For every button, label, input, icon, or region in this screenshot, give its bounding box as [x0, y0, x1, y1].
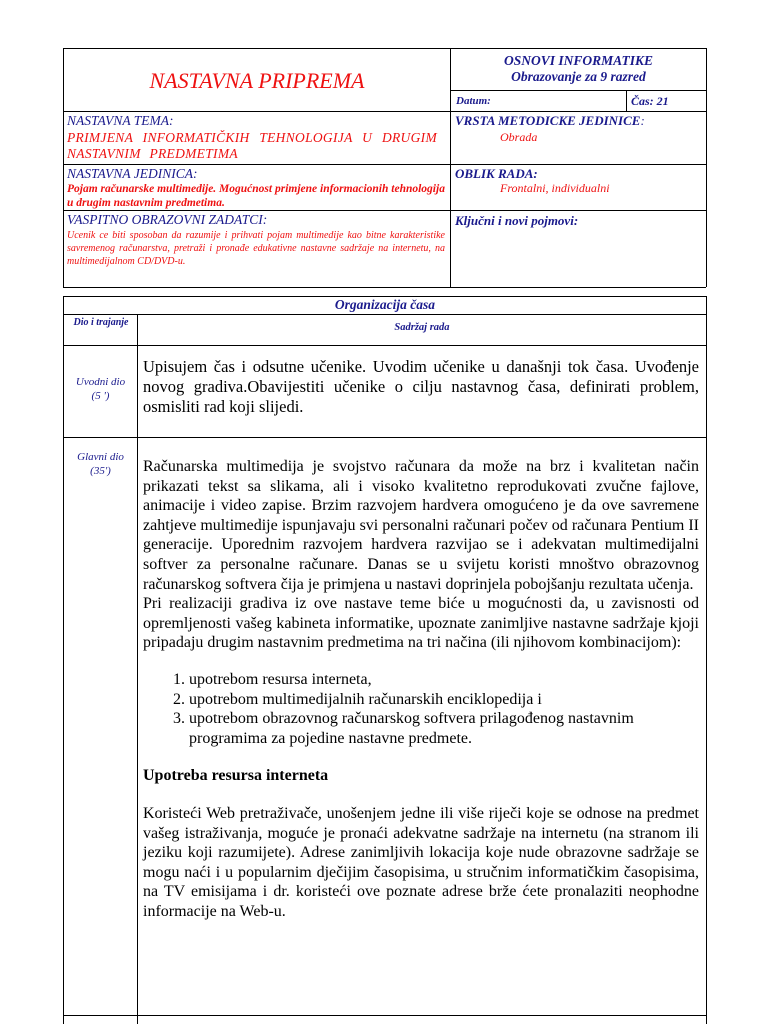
subject-name: OSNOVI INFORMATIKE — [504, 53, 653, 68]
main-paragraph-2: Pri realizaciji gradiva iz ove nastave teme biće u mogućnosti da, u zavisnosti od opremljenosti vašeg kabineta informatike, upoznate zanimljive nastavne sadržaje kjoji pripadaju drugim nastavnim predmetima na tri načina (ili njihovom kombinacijom): — [143, 595, 699, 652]
unit-text: Pojam računarske multimedije. Mogućnost primjene informacionih tehnologija u drugim nastavnim predmetima. — [67, 183, 445, 209]
list-item: 1. upotrebom resursa interneta, — [189, 670, 699, 690]
work-form-value: Frontalni, individualni — [500, 181, 610, 195]
unit-type-value: Obrada — [500, 130, 538, 144]
method-list — [143, 670, 699, 748]
work-content-header: Sadržaj rada — [394, 322, 450, 333]
list-item: 3. upotrebom obrazovnog računarskog softvera prilagođenog nastavnim programima za pojedine nastavne predmete. — [189, 709, 699, 748]
grade-label: Obrazovanje za 9 razred — [511, 69, 646, 84]
goals-label: VASPITNO OBRAZOVNI ZADATCI: — [67, 212, 268, 227]
main-content — [143, 457, 699, 921]
intro-content: Upisujem čas i odsutne učenike. Uvodim učenike u današnji tok časa. Uvođenje novog gradiva.Obavijestiti učenike o cilju nastavnog časa, definirati problem, osmisliti rad koji slijedi. — [143, 357, 699, 416]
topic-label: NASTAVNA TEMA: — [67, 113, 174, 128]
intro-part-label: Uvodni dio — [75, 376, 126, 388]
topic-text: PRIMJENA INFORMATIČKIH TEHNOLOGIJA U DRUGIM NASTAVNIM PREDMETIMA — [67, 130, 437, 161]
intro-part-time: (5 ') — [91, 390, 110, 402]
main-part-time: (35') — [90, 465, 111, 477]
class-number: Čas: 21 — [631, 94, 669, 108]
goals-text: Ucenik ce biti sposoban da razumije i prihvati pojam multimedije kao bitne karakteristike savremenog računarstva, pretraži i pronađe edukativne nastavne sadržaje na internetu, na multimedijalnom CD/DVD-u. — [67, 230, 445, 267]
main-paragraph-1: Računarska multimedija je svojstvo računara da može na brz i kvalitetan način prikazati tekst sa slikama, ali i visoko kvalitetno reprodukovati zvučne fajlove, animacije i video zapise. Brzim razvojem hardvera omogućeno je da ove savremene zahtjeve multimedije ispunjavaju svi personalni računari počev od računara Pentium II generacije. Uporednim razvojem hardvera razvijao se i adekvatan multimedijalni softver za personalne računare. Danas se u svijetu koristi mnoštvo obrazovnog računarskog softvera čija je primjena u nastavi doprinjela pobojšanju rezultata učenja. — [143, 458, 699, 593]
work-form-label: OBLIK RADA: — [455, 166, 538, 181]
main-part-label: Glavni dio — [77, 451, 124, 463]
key-terms-label: Ključni i novi pojmovi: — [455, 213, 579, 228]
page-title: NASTAVNA PRIPREMA — [149, 68, 365, 93]
unit-type-label: VRSTA METODICKE JEDINICE: — [455, 113, 645, 128]
list-item: 2. upotrebom multimedijalnih računarskih enciklopedija i — [189, 690, 699, 710]
date-field: Datum: — [456, 95, 491, 107]
section-subheading: Upotreba resursa interneta — [143, 767, 329, 785]
main-paragraph-3: Koristeći Web pretraživače, unošenjem jedne ili više riječi koje se odnose na predmet vašeg istraživanja, moguće je pronaći adekvatne sadržaje na internetu (na stranom ili jeziku koji razumijete). Adrese zanimljivih lokacija koje nude obrazovne sadržaje se mogu naći i u popularnim dječijim časopisima, u stručnim informatičkim časopisima, na TV emisijama i dr. koristeći ove poznate adrese brže ćete pronalaziti neophodne informacije na Web-u. — [143, 804, 699, 920]
organization-title: Organizacija časa — [334, 297, 436, 312]
part-duration-header: Dio i trajanje — [73, 317, 129, 328]
unit-label: NASTAVNA JEDINICA: — [67, 166, 198, 181]
